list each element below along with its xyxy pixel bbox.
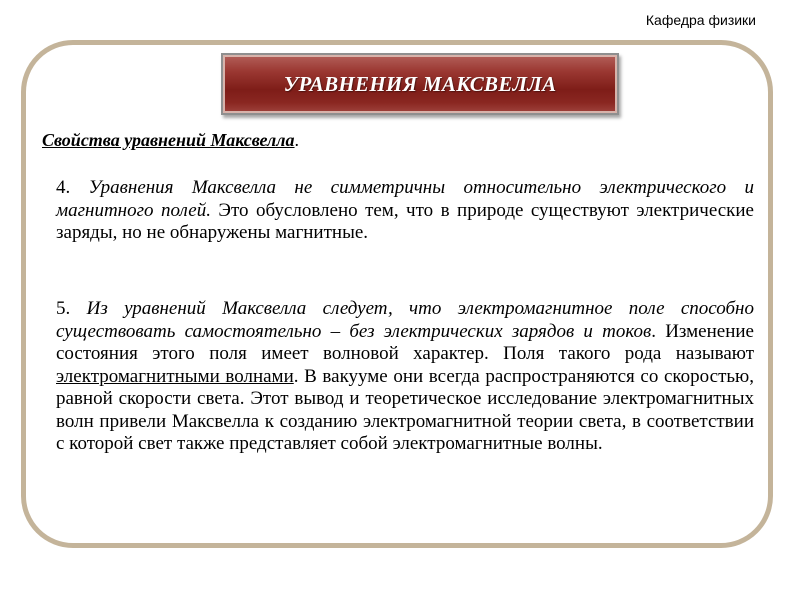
- section-heading-suffix: .: [294, 130, 300, 150]
- paragraph-5-mid: . Изменение состояния этого поля имеет волновой характер. Поля такого рода называют: [56, 320, 754, 364]
- paragraph-4-text: Это обусловлено тем, что в природе существуют электрические заряды, но не обнаружены магнитные.: [56, 199, 754, 243]
- paragraph-5-italic: Из уравнений Максвелла следует, что электромагнитное поле способно существовать самостоятельно – без электрических зарядов и токов: [56, 298, 754, 342]
- paragraph-4-number: 4.: [56, 177, 89, 198]
- section-heading: [42, 130, 299, 151]
- paragraph-5: [56, 298, 754, 456]
- paragraph-4-italic: Уравнения Максвелла не симметричны относительно электрического и магнитного полей.: [56, 177, 755, 221]
- em-waves-term: электромагнитными волнами: [56, 365, 294, 387]
- paragraph-5-text: . В вакууме они всегда распространяются со скоростью, равной скорости света. Этот вывод и теоретическое исследование электромагнитных волн привели Максвелла к созданию электромагнитной теории света, в соответствии с которой свет также представляет собой электромагнитные волны.: [56, 365, 754, 454]
- title-banner: [221, 53, 619, 115]
- section-heading-text: Свойства уравнений Максвелла: [42, 130, 295, 150]
- paragraph-5-number: 5.: [56, 298, 87, 319]
- paragraph-4: [56, 177, 754, 245]
- slide-title: УРАВНЕНИЯ МАКСВЕЛЛА: [283, 71, 557, 96]
- department-label: Кафедра физики: [645, 12, 756, 28]
- content-frame: [21, 40, 773, 548]
